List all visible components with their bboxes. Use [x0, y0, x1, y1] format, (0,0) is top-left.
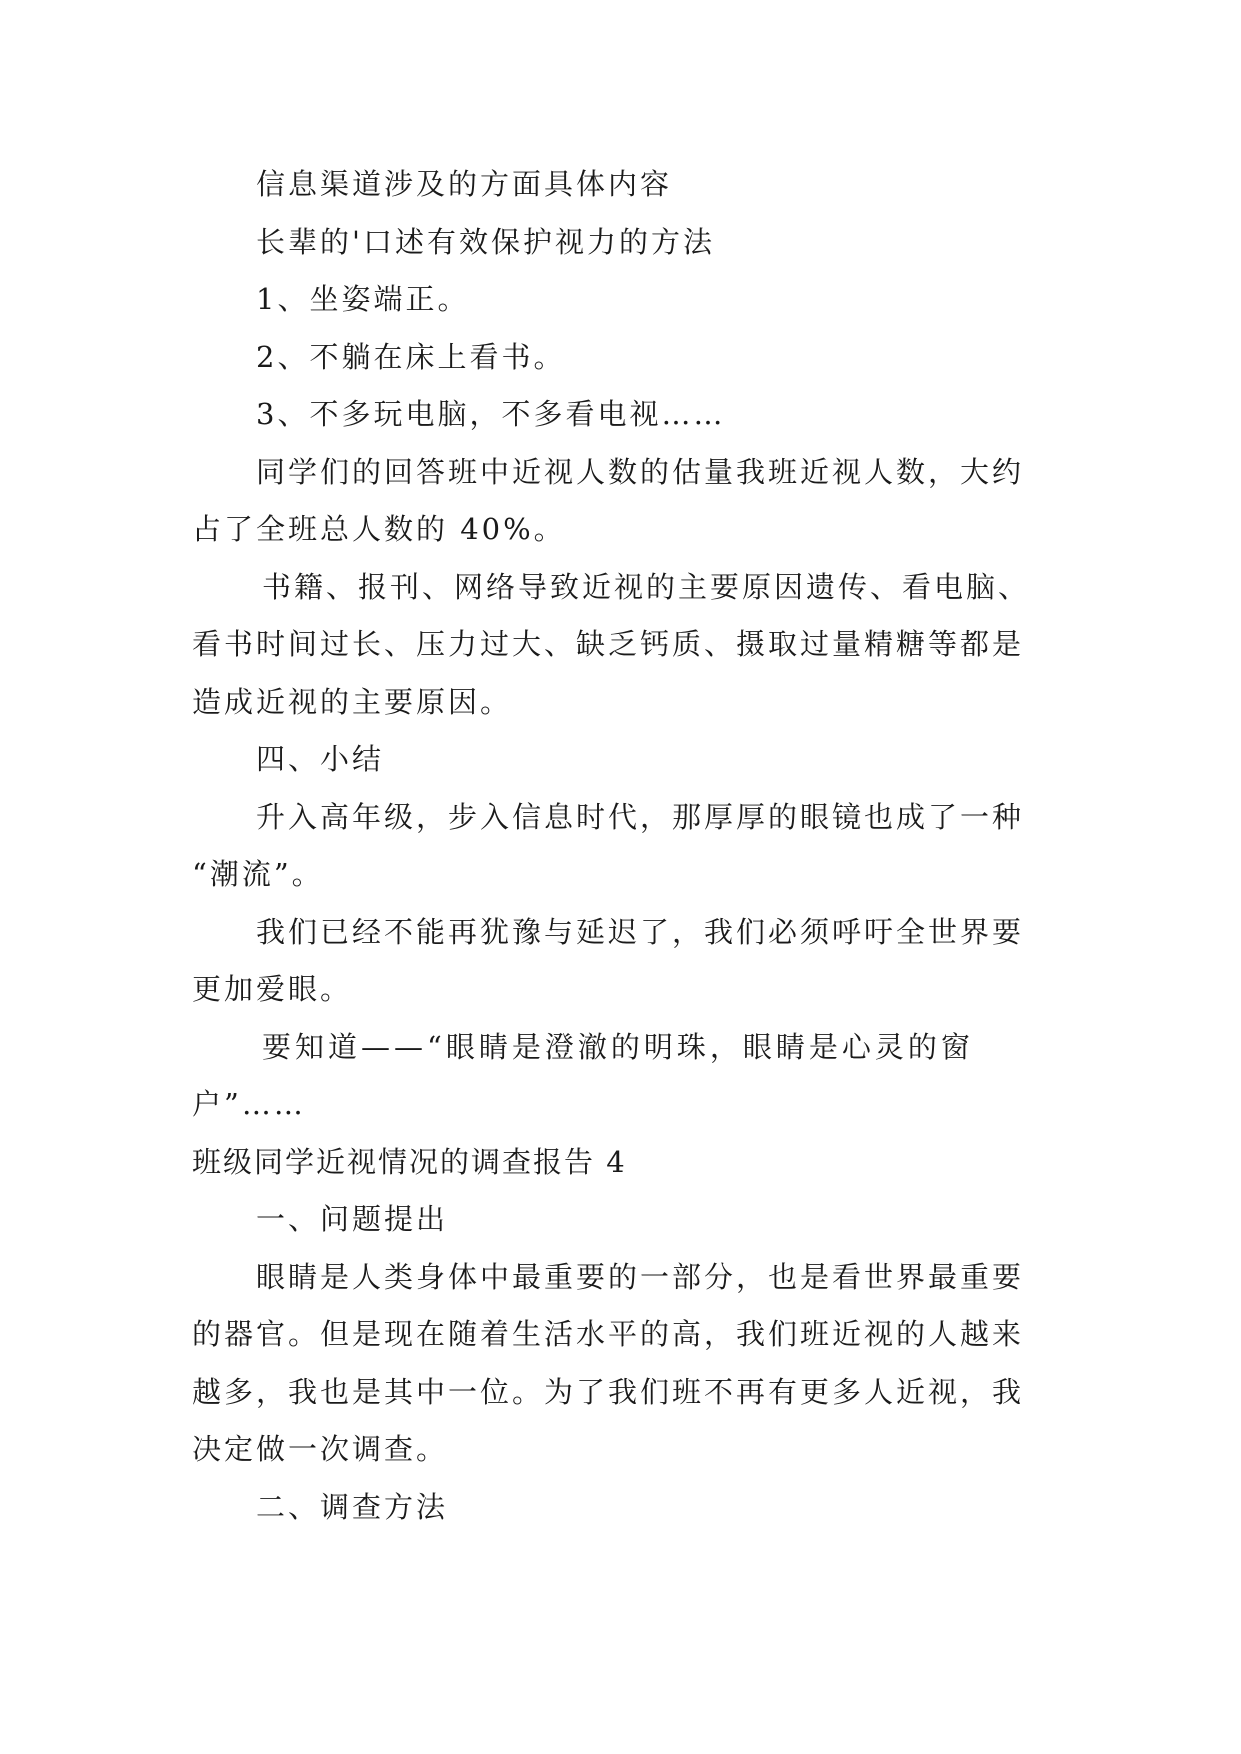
text-line: “潮流”。	[192, 857, 324, 891]
text-line: 越多，我也是其中一位。为了我们班不再有更多人近视，我	[192, 1375, 1025, 1409]
text-line: 造成近视的主要原因。	[192, 685, 513, 719]
section-heading: 一、问题提出	[256, 1202, 449, 1236]
list-item: 2、不躺在床上看书。	[256, 340, 566, 374]
list-item: 3、不多玩电脑，不多看电视……	[256, 397, 726, 431]
text-line: 升入高年级，步入信息时代，那厚厚的眼镜也成了一种	[256, 800, 1025, 834]
text-line: 同学们的回答班中近视人数的估量我班近视人数，大约	[256, 455, 1025, 489]
text-line: 书籍、报刊、网络导致近视的主要原因遗传、看电脑、	[262, 570, 1031, 604]
text-line: 占了全班总人数的 40%。	[192, 512, 566, 546]
text-line: 看书时间过长、压力过大、缺乏钙质、摄取过量精糖等都是	[192, 627, 1025, 661]
text-line: 更加爱眼。	[192, 972, 353, 1006]
text-line: 眼睛是人类身体中最重要的一部分，也是看世界最重要	[256, 1260, 1025, 1294]
text-line: 信息渠道涉及的方面具体内容	[256, 167, 673, 201]
text-line: 户”……	[192, 1087, 306, 1121]
report-title: 班级同学近视情况的调查报告 4	[192, 1145, 627, 1179]
list-item: 1、坐姿端正。	[256, 282, 470, 316]
section-heading: 四、小结	[256, 742, 385, 776]
text-line: 的器官。但是现在随着生活水平的高，我们班近视的人越来	[192, 1317, 1025, 1351]
section-heading: 二、调查方法	[256, 1490, 449, 1524]
text-line: 长辈的'口述有效保护视力的方法	[256, 225, 715, 259]
text-line: 我们已经不能再犹豫与延迟了，我们必须呼吁全世界要	[256, 915, 1025, 949]
text-line: 要知道——“眼睛是澄澈的明珠，眼睛是心灵的窗	[262, 1030, 974, 1064]
text-line: 决定做一次调查。	[192, 1432, 449, 1466]
